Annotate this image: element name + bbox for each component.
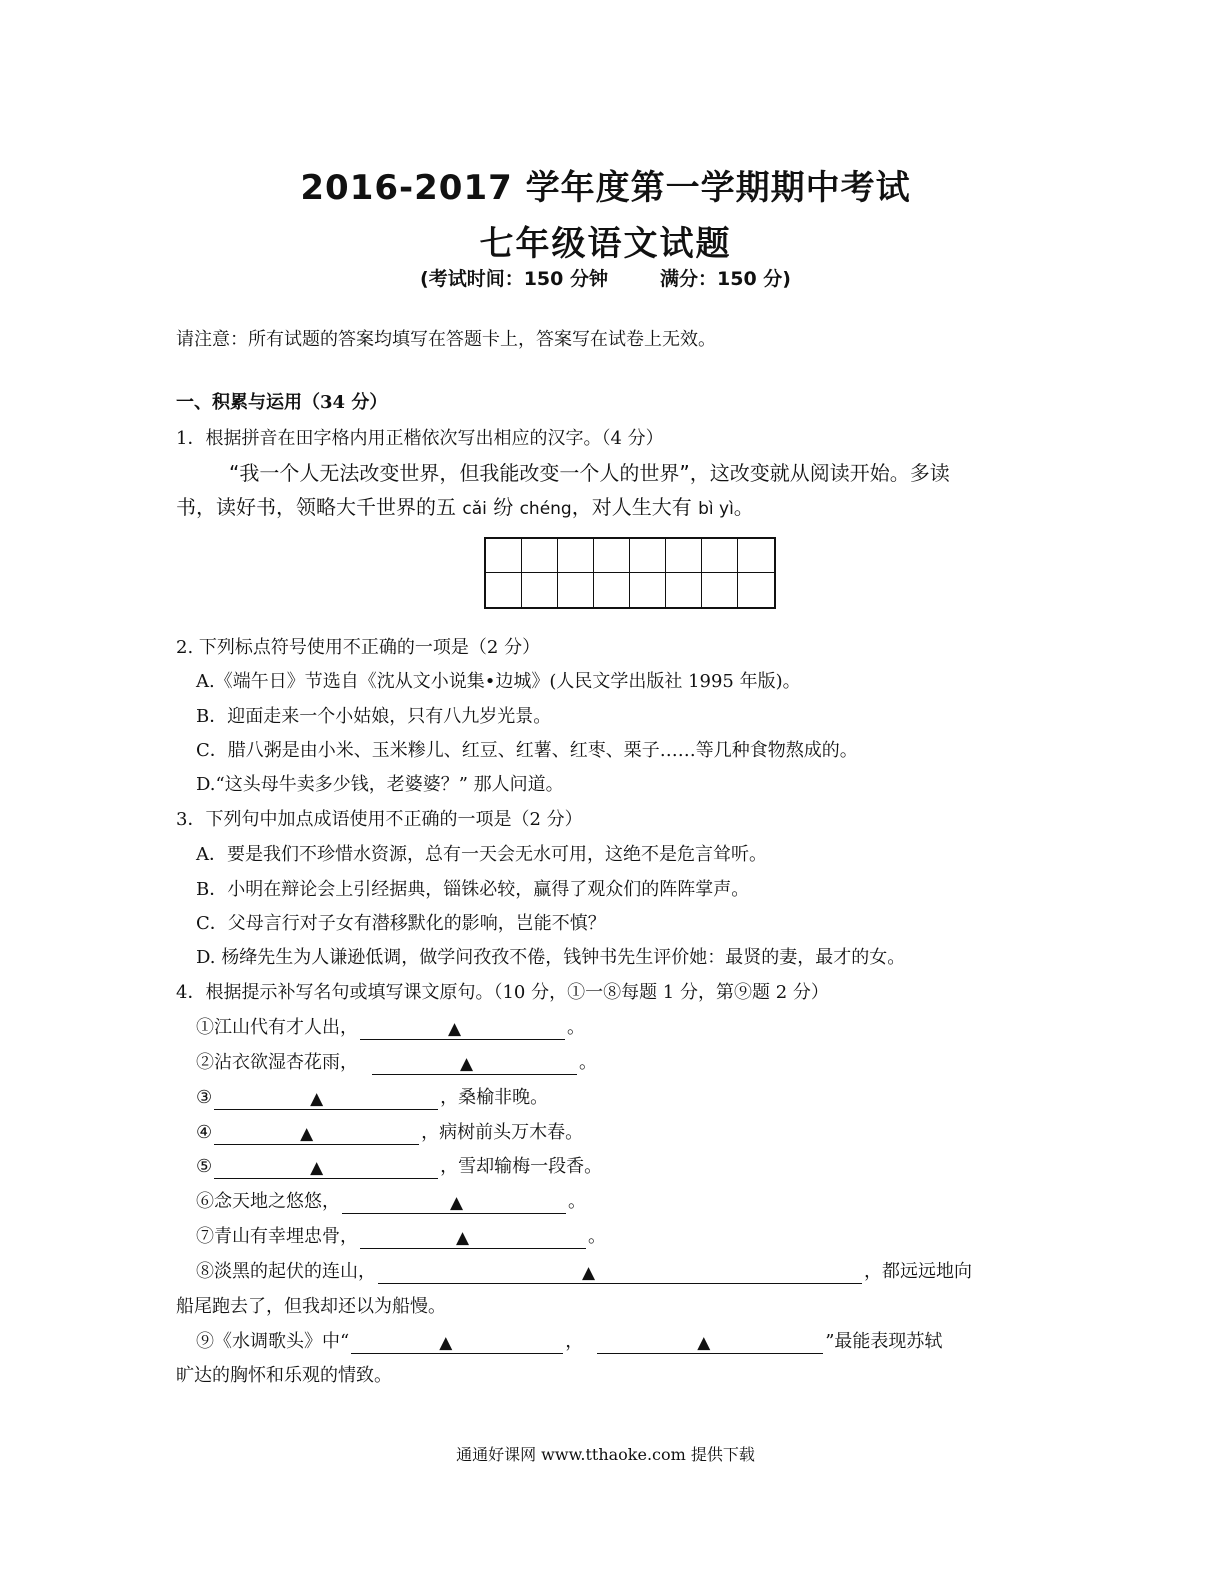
q3-option-b [196, 878, 749, 902]
q4-item-8-prompt: ⑧淡黑的起伏的连山， [196, 1261, 376, 1282]
q3-stem [176, 808, 583, 832]
grid-cell[interactable] [702, 539, 738, 573]
triangle-marker: ▲ [582, 1263, 596, 1283]
q4-item-2-tail: 。 [579, 1052, 597, 1073]
answer-blank[interactable] [214, 1122, 419, 1145]
q4-item-9-continued: 旷达的胸怀和乐观的情致。 [176, 1365, 392, 1386]
q1-text-d: 。 [733, 495, 754, 519]
q2-option-b: B．迎面走来一个小姑娘，只有八九岁光景。 [196, 706, 552, 727]
q4-item-8 [196, 1260, 972, 1284]
q1-text-a: 书，读好书，领略大千世界的五 [176, 495, 456, 519]
answer-blank[interactable] [372, 1052, 577, 1075]
q3-a-tail: 。 [749, 844, 767, 865]
triangle-marker: ▲ [456, 1228, 470, 1248]
grid-cell[interactable] [558, 539, 594, 573]
q4-item-4 [196, 1121, 583, 1145]
grid-cell[interactable] [666, 573, 702, 607]
q3-c-idiom: 潜移默化 [371, 913, 444, 934]
grid-cell[interactable] [666, 539, 702, 573]
grid-cell[interactable] [702, 573, 738, 607]
q3-b-text: B．小明在辩论会上引经据典， [196, 879, 444, 900]
answer-blank[interactable] [214, 1156, 438, 1179]
exam-info [0, 264, 1211, 291]
q3-stem-emphasis: 不正确 [385, 809, 440, 830]
exam-title: 2016-2017 学年度第一学期期中考试 [300, 168, 911, 208]
q4-item-4-prompt: ④ [196, 1122, 213, 1143]
q3-stem-tail: 的一项是（2 分） [439, 809, 583, 830]
grid-cell[interactable] [594, 573, 630, 607]
grid-cell[interactable] [486, 539, 522, 573]
q4-item-5-tail: ，雪却输梅一段香。 [440, 1156, 603, 1177]
answer-blank[interactable] [360, 1226, 586, 1249]
q3-option-c [196, 912, 606, 936]
notice: 请注意：所有试题的答案均填写在答题卡上，答案写在试卷上无效。 [176, 329, 716, 350]
section-heading: 一、积累与运用（34 分） [176, 392, 388, 413]
q2-stem-tail: 的一项是（2 分） [396, 637, 541, 658]
q4-item-7-prompt: ⑦青山有幸埋忠骨， [196, 1226, 358, 1247]
q4-stem: 4．根据提示补写名句或填写课文原句。（10 分，①一⑧每题 1 分，第⑨题 2 分） [176, 982, 829, 1003]
grid-cell[interactable] [522, 573, 558, 607]
q4-item-8-continued: 船尾跑去了，但我却还以为船慢。 [176, 1296, 446, 1317]
exam-time: (考试时间：150 分钟 [420, 268, 608, 290]
answer-blank[interactable] [597, 1331, 823, 1354]
grid-cell[interactable] [738, 573, 774, 607]
q3-b-idiom: 锱铢必较 [443, 879, 516, 900]
q4-item-5 [196, 1155, 602, 1179]
q4-item-6-tail: 。 [568, 1191, 586, 1212]
q4-item-7-tail: 。 [588, 1226, 606, 1247]
triangle-marker: ▲ [300, 1124, 314, 1144]
q4-item-8-tail: ，都远远地向 [864, 1261, 972, 1282]
triangle-marker: ▲ [697, 1333, 711, 1353]
grid-cell[interactable] [738, 539, 774, 573]
pinyin-2: chéng [519, 499, 572, 519]
q4-item-9-tail: ”最能表现苏轼 [825, 1331, 943, 1352]
grid-cell[interactable] [630, 573, 666, 607]
q4-item-2 [196, 1051, 597, 1075]
q3-option-a [196, 843, 767, 867]
grid-cell[interactable] [630, 539, 666, 573]
answer-blank[interactable] [360, 1017, 565, 1040]
q4-item-6-prompt: ⑥念天地之悠悠， [196, 1191, 340, 1212]
q2-stem-text: 2. 下列标点符号使用 [176, 637, 343, 658]
q4-item-5-prompt: ⑤ [196, 1156, 213, 1177]
q4-item-2-prompt: ②沾衣欲湿杏花雨， [196, 1052, 358, 1073]
q4-item-1-prompt: ①江山代有才人出， [196, 1017, 358, 1038]
pinyin-3: bì yì [698, 499, 734, 519]
triangle-marker: ▲ [439, 1333, 453, 1353]
triangle-marker: ▲ [310, 1158, 324, 1178]
q2-option-a: A.《端午日》节选自《沈从文小说集•边城》(人民文学出版社 1995 年版)。 [196, 671, 801, 692]
grid-cell[interactable] [558, 573, 594, 607]
triangle-marker: ▲ [460, 1054, 474, 1074]
triangle-marker: ▲ [448, 1019, 462, 1039]
q1-passage-line2 [176, 495, 754, 521]
q3-c-tail: 的影响，岂能不慎？ [443, 913, 606, 934]
grid-cell[interactable] [486, 573, 522, 607]
q2-option-c: C．腊八粥是由小米、玉米糁儿、红豆、红薯、红枣、栗子……等几种食物熬成的。 [196, 740, 858, 761]
q4-item-1-tail: 。 [567, 1017, 585, 1038]
q3-option-d [196, 946, 905, 970]
q4-item-9-prompt: ⑨《水调歌头》中“ [196, 1331, 350, 1352]
q4-item-4-tail: ，病树前头万木春。 [421, 1122, 584, 1143]
answer-blank[interactable] [351, 1331, 563, 1354]
q2-stem [176, 636, 540, 660]
tianzige-grid[interactable] [484, 537, 776, 609]
triangle-marker: ▲ [310, 1089, 324, 1109]
q2-option-d: D.“这头母牛卖多少钱，老婆婆？” 那人问道。 [196, 774, 564, 795]
triangle-marker: ▲ [450, 1193, 464, 1213]
exam-subtitle: 七年级语文试题 [479, 224, 732, 264]
q3-d-tail: ，钱钟书先生评价她：最贤的妻，最才的女。 [545, 947, 906, 968]
q1-text-b: 纷 [493, 495, 514, 519]
q4-item-9 [196, 1330, 942, 1354]
grid-cell[interactable] [594, 539, 630, 573]
answer-blank[interactable] [214, 1087, 438, 1110]
q3-a-idiom: 危言耸听 [677, 844, 749, 865]
q3-d-text: D. 杨绛先生为人谦逊低调，做学问 [196, 947, 474, 968]
answer-blank[interactable] [378, 1261, 862, 1284]
footer-credit: 通通好课网 www.tthaoke.com 提供下载 [456, 1445, 755, 1464]
q4-item-7 [196, 1225, 606, 1249]
exam-score: 满分：150 分) [660, 268, 791, 290]
q4-item-3 [196, 1086, 548, 1110]
q1-stem: 1．根据拼音在田字格内用正楷依次写出相应的汉字。（4 分） [176, 428, 664, 449]
q3-a-text: A．要是我们不珍惜水资源，总有一天会无水可用，这绝不是 [196, 844, 677, 865]
q1-text-c: ，对人生大有 [571, 495, 692, 519]
q3-c-text: C．父母言行对子女有 [196, 913, 372, 934]
q3-b-tail: ，赢得了观众们的阵阵掌声。 [515, 879, 750, 900]
q2-stem-emphasis: 不正确 [342, 637, 397, 658]
pinyin-1: cǎi [462, 499, 487, 519]
q3-stem-text: 3．下列句中加点成语使用 [176, 809, 386, 830]
answer-blank[interactable] [342, 1191, 566, 1214]
q4-item-6 [196, 1190, 586, 1214]
q3-d-idiom: 孜孜不倦 [473, 947, 546, 968]
q4-item-3-prompt: ③ [196, 1087, 213, 1108]
q4-item-3-tail: ，桑榆非晚。 [440, 1087, 549, 1108]
q4-item-1 [196, 1016, 585, 1040]
q4-item-9-comma: ， [565, 1331, 584, 1352]
grid-cell[interactable] [522, 539, 558, 573]
q1-passage-line1: “我一个人无法改变世界，但我能改变一个人的世界”，这改变就从阅读开始。多读 [229, 461, 950, 485]
